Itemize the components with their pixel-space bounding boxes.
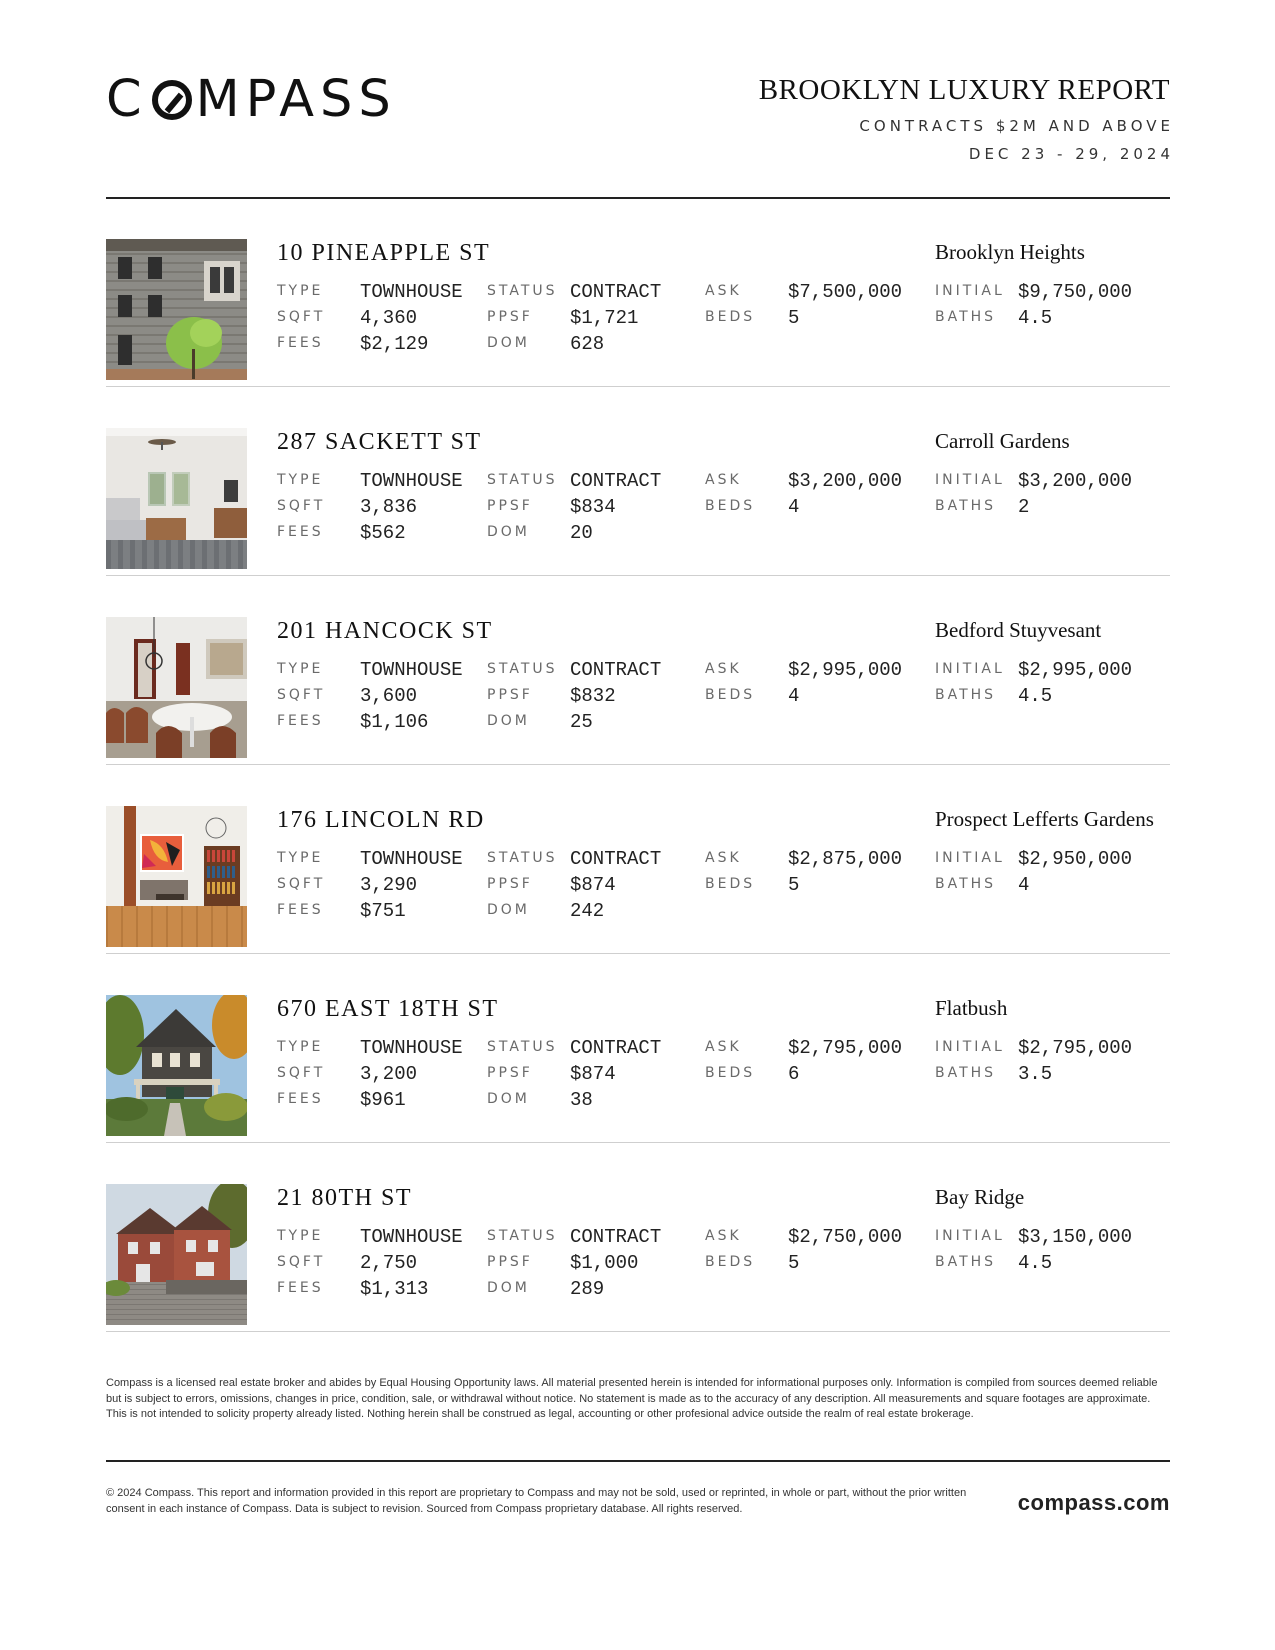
sqft-value: 3,836 <box>360 496 418 518</box>
ask-label: ASK <box>705 1039 742 1055</box>
type-value: TOWNHOUSE <box>360 470 463 492</box>
logo-compass-icon <box>152 80 192 120</box>
beds-value: 5 <box>788 307 800 329</box>
initial-label: INITIAL <box>935 472 1005 488</box>
ppsf-label: PPSF <box>487 498 533 514</box>
dom-label: DOM <box>487 335 530 351</box>
dom-value: 38 <box>570 1089 593 1111</box>
ask-label: ASK <box>705 661 742 677</box>
fees-value: $961 <box>360 1089 406 1111</box>
ppsf-value: $1,000 <box>570 1252 639 1274</box>
ask-value: $3,200,000 <box>788 470 903 492</box>
baths-label: BATHS <box>935 1065 997 1081</box>
ppsf-label: PPSF <box>487 1254 533 1270</box>
type-label: TYPE <box>277 1039 324 1055</box>
fees-label: FEES <box>277 1280 324 1296</box>
dom-label: DOM <box>487 524 530 540</box>
status-label: STATUS <box>487 661 558 677</box>
dom-value: 20 <box>570 522 593 544</box>
type-label: TYPE <box>277 472 324 488</box>
ask-value: $2,875,000 <box>788 848 903 870</box>
ppsf-label: PPSF <box>487 687 533 703</box>
listing-neighborhood: Flatbush <box>935 996 1008 1020</box>
ppsf-value: $874 <box>570 1063 616 1085</box>
sqft-value: 3,290 <box>360 874 418 896</box>
listing-row[interactable] <box>106 765 1170 954</box>
ppsf-value: $1,721 <box>570 307 639 329</box>
compass-logo <box>106 70 397 129</box>
beds-value: 4 <box>788 496 800 518</box>
status-value: CONTRACT <box>570 1226 662 1248</box>
listing-row[interactable] <box>106 387 1170 576</box>
footer-divider <box>106 1460 1170 1462</box>
fees-label: FEES <box>277 1091 324 1107</box>
listing-neighborhood: Bedford Stuyvesant <box>935 618 1102 642</box>
ppsf-label: PPSF <box>487 309 533 325</box>
baths-value: 2 <box>1018 496 1030 518</box>
initial-value: $3,200,000 <box>1018 470 1133 492</box>
sqft-value: 3,600 <box>360 685 418 707</box>
baths-value: 4.5 <box>1018 1252 1053 1274</box>
status-label: STATUS <box>487 1039 558 1055</box>
initial-label: INITIAL <box>935 1039 1005 1055</box>
fees-label: FEES <box>277 524 324 540</box>
sqft-value: 2,750 <box>360 1252 418 1274</box>
report-date: DEC 23 - 29, 2024 <box>968 145 1174 163</box>
beds-label: BEDS <box>705 1254 756 1270</box>
beds-value: 6 <box>788 1063 800 1085</box>
listing-address[interactable]: 287 SACKETT ST <box>277 429 482 455</box>
baths-value: 3.5 <box>1018 1063 1053 1085</box>
ask-label: ASK <box>705 1228 742 1244</box>
initial-value: $9,750,000 <box>1018 281 1133 303</box>
initial-label: INITIAL <box>935 850 1005 866</box>
type-label: TYPE <box>277 661 324 677</box>
dom-value: 242 <box>570 900 605 922</box>
fees-label: FEES <box>277 713 324 729</box>
dom-value: 25 <box>570 711 593 733</box>
listing-row[interactable] <box>106 576 1170 765</box>
logo-mpass: MPASS <box>195 70 397 129</box>
ask-label: ASK <box>705 283 742 299</box>
ppsf-value: $834 <box>570 496 616 518</box>
ppsf-label: PPSF <box>487 1065 533 1081</box>
listing-neighborhood: Prospect Lefferts Gardens <box>935 807 1154 831</box>
type-value: TOWNHOUSE <box>360 1226 463 1248</box>
listing-photo[interactable] <box>106 995 247 1136</box>
baths-value: 4.5 <box>1018 307 1053 329</box>
listing-neighborhood: Carroll Gardens <box>935 429 1070 453</box>
listing-photo[interactable] <box>106 1184 247 1325</box>
dom-value: 289 <box>570 1278 605 1300</box>
disclaimer: Compass is a licensed real estate broker and abides by Equal Housing Opportunity laws. All material presented herein is intended for informational purposes only. Information is compiled from sources deemed reliable but is subject to errors, omissions, changes in price, condition, sale, or withdrawal without notice. No statement is made as to the accuracy of any description. All measurements and square footages are approximate. This is not intended to solicity property already listed. Nothing herein shall be construed as legal, accounting or other profesional advice outside the realm of real estate brokerage. <box>106 1377 1158 1420</box>
listing-address[interactable]: 176 LINCOLN RD <box>277 807 485 833</box>
status-label: STATUS <box>487 850 558 866</box>
dom-label: DOM <box>487 1091 530 1107</box>
initial-value: $3,150,000 <box>1018 1226 1133 1248</box>
fees-label: FEES <box>277 335 324 351</box>
sqft-label: SQFT <box>277 309 326 325</box>
type-value: TOWNHOUSE <box>360 659 463 681</box>
baths-value: 4 <box>1018 874 1030 896</box>
ask-label: ASK <box>705 472 742 488</box>
sqft-value: 4,360 <box>360 307 418 329</box>
listing-neighborhood: Brooklyn Heights <box>935 240 1085 264</box>
type-label: TYPE <box>277 1228 324 1244</box>
sqft-label: SQFT <box>277 498 326 514</box>
type-label: TYPE <box>277 850 324 866</box>
baths-label: BATHS <box>935 1254 997 1270</box>
status-value: CONTRACT <box>570 848 662 870</box>
ask-value: $2,995,000 <box>788 659 903 681</box>
listing-row[interactable] <box>106 1143 1170 1332</box>
report-header <box>758 74 1174 163</box>
sqft-value: 3,200 <box>360 1063 418 1085</box>
status-value: CONTRACT <box>570 659 662 681</box>
status-value: CONTRACT <box>570 281 662 303</box>
baths-label: BATHS <box>935 687 997 703</box>
dom-label: DOM <box>487 1280 530 1296</box>
listing-photo[interactable] <box>106 617 247 758</box>
report-subtitle: CONTRACTS $2M AND ABOVE <box>859 117 1174 135</box>
status-value: CONTRACT <box>570 470 662 492</box>
initial-value: $2,995,000 <box>1018 659 1133 681</box>
fees-value: $1,313 <box>360 1278 429 1300</box>
logo-c: C <box>106 70 148 129</box>
listing-photo[interactable] <box>106 239 247 380</box>
beds-value: 5 <box>788 874 800 896</box>
listing-address[interactable]: 21 80TH ST <box>277 1185 412 1211</box>
dom-label: DOM <box>487 902 530 918</box>
baths-label: BATHS <box>935 309 997 325</box>
initial-label: INITIAL <box>935 661 1005 677</box>
ppsf-value: $832 <box>570 685 616 707</box>
website-link[interactable]: compass.com <box>1017 1490 1170 1515</box>
type-value: TOWNHOUSE <box>360 848 463 870</box>
fees-value: $1,106 <box>360 711 429 733</box>
ask-value: $7,500,000 <box>788 281 903 303</box>
fees-value: $2,129 <box>360 333 429 355</box>
initial-value: $2,950,000 <box>1018 848 1133 870</box>
status-label: STATUS <box>487 283 558 299</box>
sqft-label: SQFT <box>277 1065 326 1081</box>
listing-address[interactable]: 201 HANCOCK ST <box>277 618 493 644</box>
ppsf-label: PPSF <box>487 876 533 892</box>
listing-photo[interactable] <box>106 428 247 569</box>
report-page <box>106 0 1174 1650</box>
listing-photo[interactable] <box>106 806 247 947</box>
beds-value: 5 <box>788 1252 800 1274</box>
listing-address[interactable]: 670 EAST 18TH ST <box>277 996 499 1022</box>
type-value: TOWNHOUSE <box>360 1037 463 1059</box>
baths-label: BATHS <box>935 498 997 514</box>
listing-neighborhood: Bay Ridge <box>935 1185 1025 1209</box>
beds-label: BEDS <box>705 876 756 892</box>
sqft-label: SQFT <box>277 876 326 892</box>
type-value: TOWNHOUSE <box>360 281 463 303</box>
status-label: STATUS <box>487 472 558 488</box>
fees-value: $751 <box>360 900 406 922</box>
beds-value: 4 <box>788 685 800 707</box>
initial-value: $2,795,000 <box>1018 1037 1133 1059</box>
initial-label: INITIAL <box>935 283 1005 299</box>
sqft-label: SQFT <box>277 1254 326 1270</box>
beds-label: BEDS <box>705 498 756 514</box>
ppsf-value: $874 <box>570 874 616 896</box>
listing-address[interactable]: 10 PINEAPPLE ST <box>277 240 491 266</box>
fees-value: $562 <box>360 522 406 544</box>
sqft-label: SQFT <box>277 687 326 703</box>
beds-label: BEDS <box>705 1065 756 1081</box>
ask-value: $2,750,000 <box>788 1226 903 1248</box>
dom-label: DOM <box>487 713 530 729</box>
listings <box>106 198 1170 1332</box>
baths-label: BATHS <box>935 876 997 892</box>
listing-row[interactable] <box>106 198 1170 387</box>
report-title: BROOKLYN LUXURY REPORT <box>758 74 1170 106</box>
ask-label: ASK <box>705 850 742 866</box>
status-label: STATUS <box>487 1228 558 1244</box>
fees-label: FEES <box>277 902 324 918</box>
beds-label: BEDS <box>705 687 756 703</box>
baths-value: 4.5 <box>1018 685 1053 707</box>
beds-label: BEDS <box>705 309 756 325</box>
listing-row[interactable] <box>106 954 1170 1143</box>
dom-value: 628 <box>570 333 605 355</box>
type-label: TYPE <box>277 283 324 299</box>
copyright: © 2024 Compass. This report and information provided in this report are proprietary to Compass and may not be sold, used or reprinted, in whole or part, without the prior written consent in each instance of Compass. Data is subject to revision. Sourced from Compass proprietary database. All rights reserved. <box>106 1487 967 1515</box>
initial-label: INITIAL <box>935 1228 1005 1244</box>
ask-value: $2,795,000 <box>788 1037 903 1059</box>
status-value: CONTRACT <box>570 1037 662 1059</box>
